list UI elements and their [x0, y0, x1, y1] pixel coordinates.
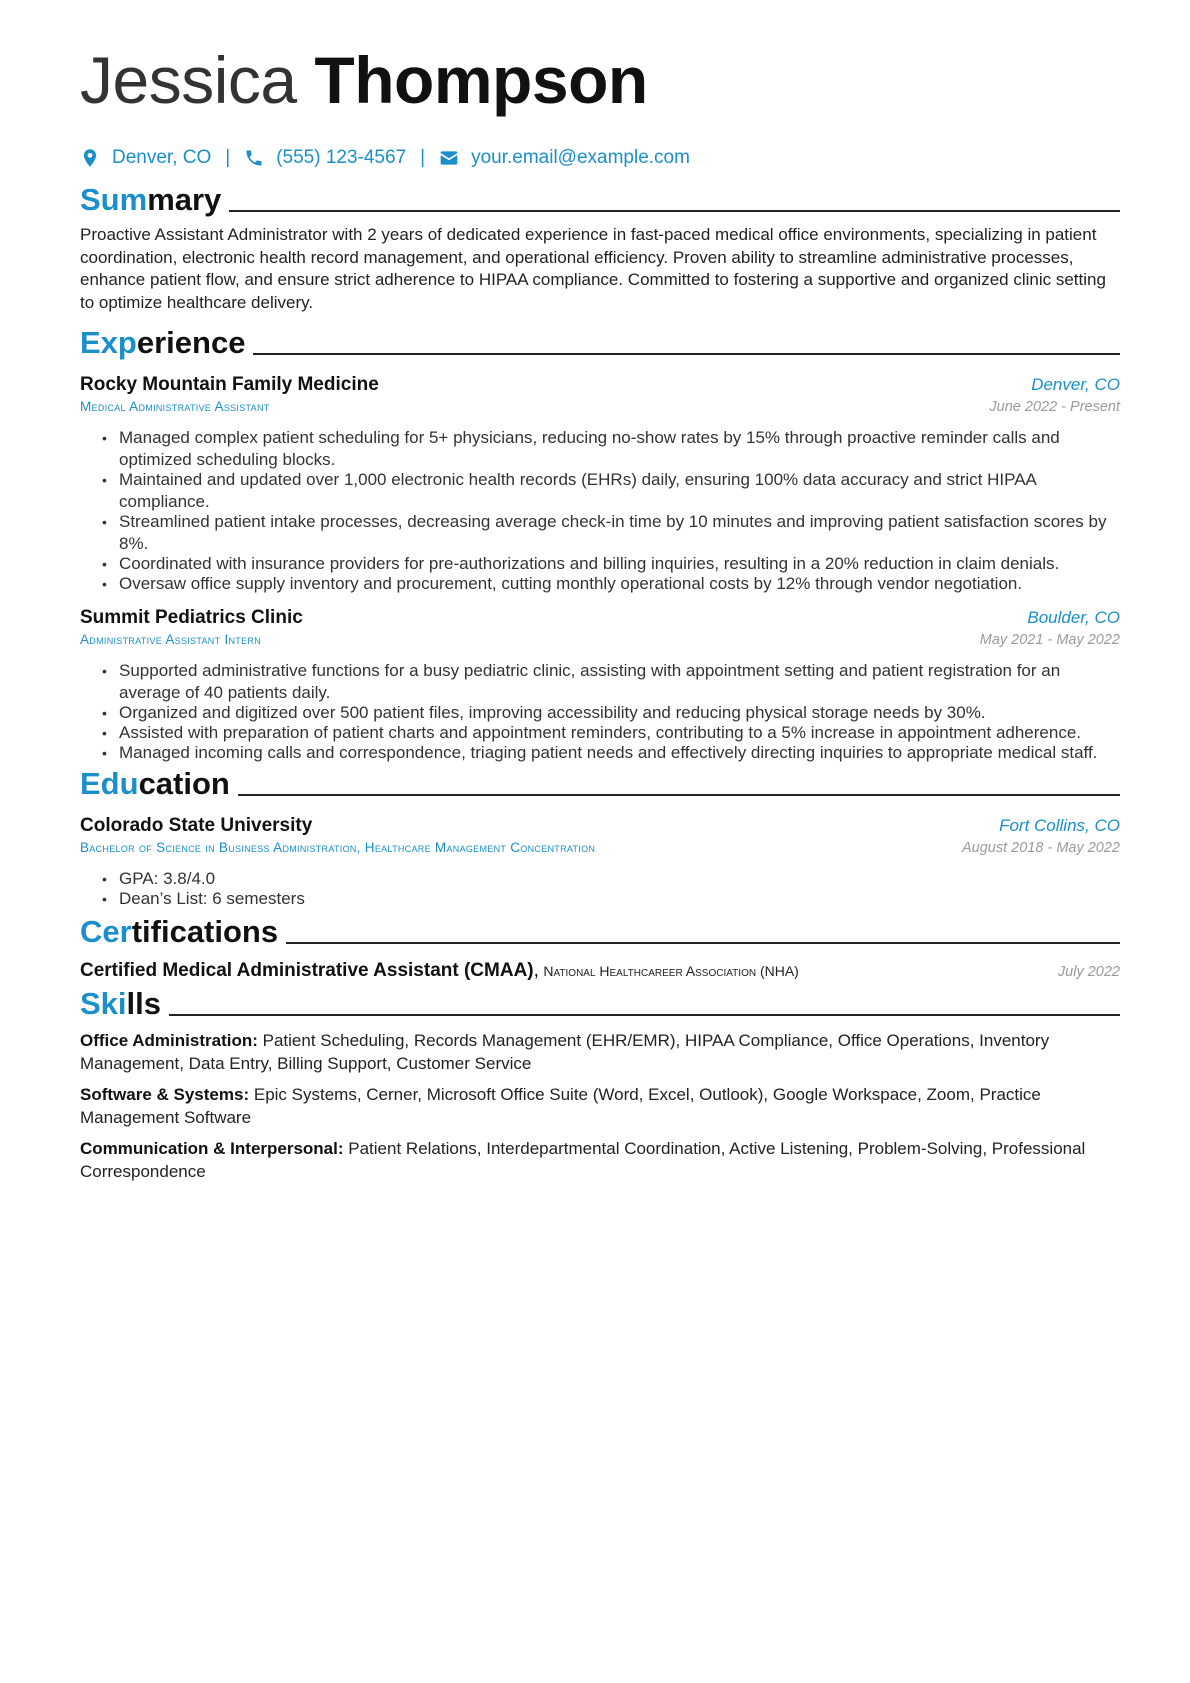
bullet-item: • Streamlined patient intake processes, decreasing average check-in time by 10 minutes and improving patient satisfaction scores by 8%. [102, 511, 1120, 555]
skill-items: Patient Relations, Interdepartmental Coordination, Active Listening, Problem-Solving, Professional Correspondence [80, 1139, 1086, 1181]
skill-label: Software & Systems: [80, 1085, 250, 1104]
resume-content [80, 38, 1120, 1183]
contact-phone [244, 147, 406, 169]
location-text: Denver, CO [112, 147, 212, 168]
contact-info [80, 144, 1120, 172]
skill-label: Communication & Interpersonal: [80, 1139, 344, 1158]
bullet-item: • Dean’s List: 6 semesters [102, 888, 1120, 910]
summary-text: Proactive Assistant Administrator with 2 years of dedicated experience in fast-paced medical office environments, specializing in patient coordination, electronic health record management, and operational efficiency. Proven ability to streamline administrative processes, enhance patient flow, and ensure strict adherence to HIPAA compliance. Committed to fostering a supportive and organized clinic setting to optimize healthcare delivery. [80, 225, 1106, 312]
section-title: Certifications [80, 914, 279, 949]
section-rule [169, 1014, 1120, 1016]
bullet-item: • Coordinated with insurance providers for pre-authorizations and billing inquiries, resulting in a 20% reduction in claim denials. [102, 553, 1120, 575]
job-bullets [80, 427, 1120, 595]
contact-separator: | [225, 147, 231, 168]
bullet-item: • Managed incoming calls and correspondence, triaging patient needs and effectively directing inquiries to appropriate medical staff. [102, 742, 1120, 764]
skill-group [80, 1030, 1120, 1075]
last-name: Thompson [314, 43, 648, 117]
school-name: Colorado State University [80, 815, 313, 836]
job-dates: June 2022 - Present [989, 399, 1120, 415]
section-rule [253, 353, 1120, 355]
certification-issuer: National Healthcareer Association (NHA) [543, 963, 799, 979]
employer-location: Denver, CO [1031, 375, 1120, 394]
bullet-item: • Maintained and updated over 1,000 electronic health records (EHRs) daily, ensuring 100% data accuracy and strict HIPAA compliance. [102, 469, 1120, 513]
skill-label: Office Administration: [80, 1031, 258, 1050]
skill-items: Patient Scheduling, Records Management (EHR/EMR), HIPAA Compliance, Office Operations, Inventory Management, Data Entry, Billing Support, Customer Service [80, 1031, 1050, 1073]
contact-separator: | [420, 147, 426, 168]
experience-heading [80, 325, 1120, 361]
section-title: Experience [80, 325, 246, 360]
bullet-item: • GPA: 3.8/4.0 [102, 868, 1120, 890]
school-location: Fort Collins, CO [999, 816, 1120, 835]
summary-heading [80, 182, 1120, 218]
first-name: Jessica [80, 43, 297, 117]
skill-items: Epic Systems, Cerner, Microsoft Office Suite (Word, Excel, Outlook), Google Workspace, Zoom, Practice Management Software [80, 1085, 1041, 1127]
skill-group [80, 1084, 1120, 1129]
phone-text: (555) 123-4567 [276, 147, 407, 168]
skills-heading [80, 986, 1120, 1022]
job-bullets [80, 660, 1120, 764]
bullet-item: • Assisted with preparation of patient charts and appointment reminders, contributing to a 5% increase in appointment adherence. [102, 722, 1120, 744]
education-dates: August 2018 - May 2022 [962, 840, 1120, 856]
experience-entry [80, 374, 1120, 595]
certification-name: Certified Medical Administrative Assistant (CMAA) [80, 960, 534, 981]
bullet-item: • Managed complex patient scheduling for 5+ physicians, reducing no-show rates by 15% through proactive reminder calls and optimized scheduling blocks. [102, 427, 1120, 471]
contact-location [80, 147, 211, 169]
certification-separator: , [533, 960, 539, 981]
section-rule [286, 942, 1120, 944]
certification-date: July 2022 [1057, 964, 1120, 980]
contact-email[interactable] [439, 147, 690, 169]
phone-icon [244, 148, 264, 168]
bullet-item: • Organized and digitized over 500 patient files, improving accessibility and reducing physical storage needs by 30%. [102, 702, 1120, 724]
envelope-icon [439, 148, 459, 168]
education-entry [80, 815, 1120, 910]
employer-name: Rocky Mountain Family Medicine [80, 374, 379, 395]
section-title: Summary [80, 182, 222, 217]
degree-title: Bachelor of Science in Business Administration, Healthcare Management Concentration [80, 840, 596, 855]
email-link[interactable]: your.email@example.com [471, 147, 690, 168]
education-heading [80, 766, 1120, 802]
education-bullets [80, 868, 1120, 910]
candidate-name [80, 38, 1120, 122]
bullet-item: • Supported administrative functions for a busy pediatric clinic, assisting with appointment setting and patient registration for an average of 40 patients daily. [102, 660, 1120, 704]
section-rule [238, 794, 1120, 796]
job-dates: May 2021 - May 2022 [979, 632, 1120, 648]
job-title: Medical Administrative Assistant [80, 399, 270, 414]
employer-name: Summit Pediatrics Clinic [80, 607, 303, 628]
certification-entry [80, 960, 1120, 982]
skill-group [80, 1138, 1120, 1183]
map-pin-icon [80, 148, 100, 168]
certifications-heading [80, 914, 1120, 950]
job-title: Administrative Assistant Intern [80, 632, 261, 647]
experience-entry [80, 607, 1120, 764]
employer-location: Boulder, CO [1027, 608, 1120, 627]
section-rule [229, 210, 1120, 212]
bullet-item: • Oversaw office supply inventory and procurement, cutting monthly operational costs by 12% through vendor negotiation. [102, 573, 1120, 595]
section-title: Skills [80, 986, 161, 1021]
section-title: Education [80, 766, 230, 801]
